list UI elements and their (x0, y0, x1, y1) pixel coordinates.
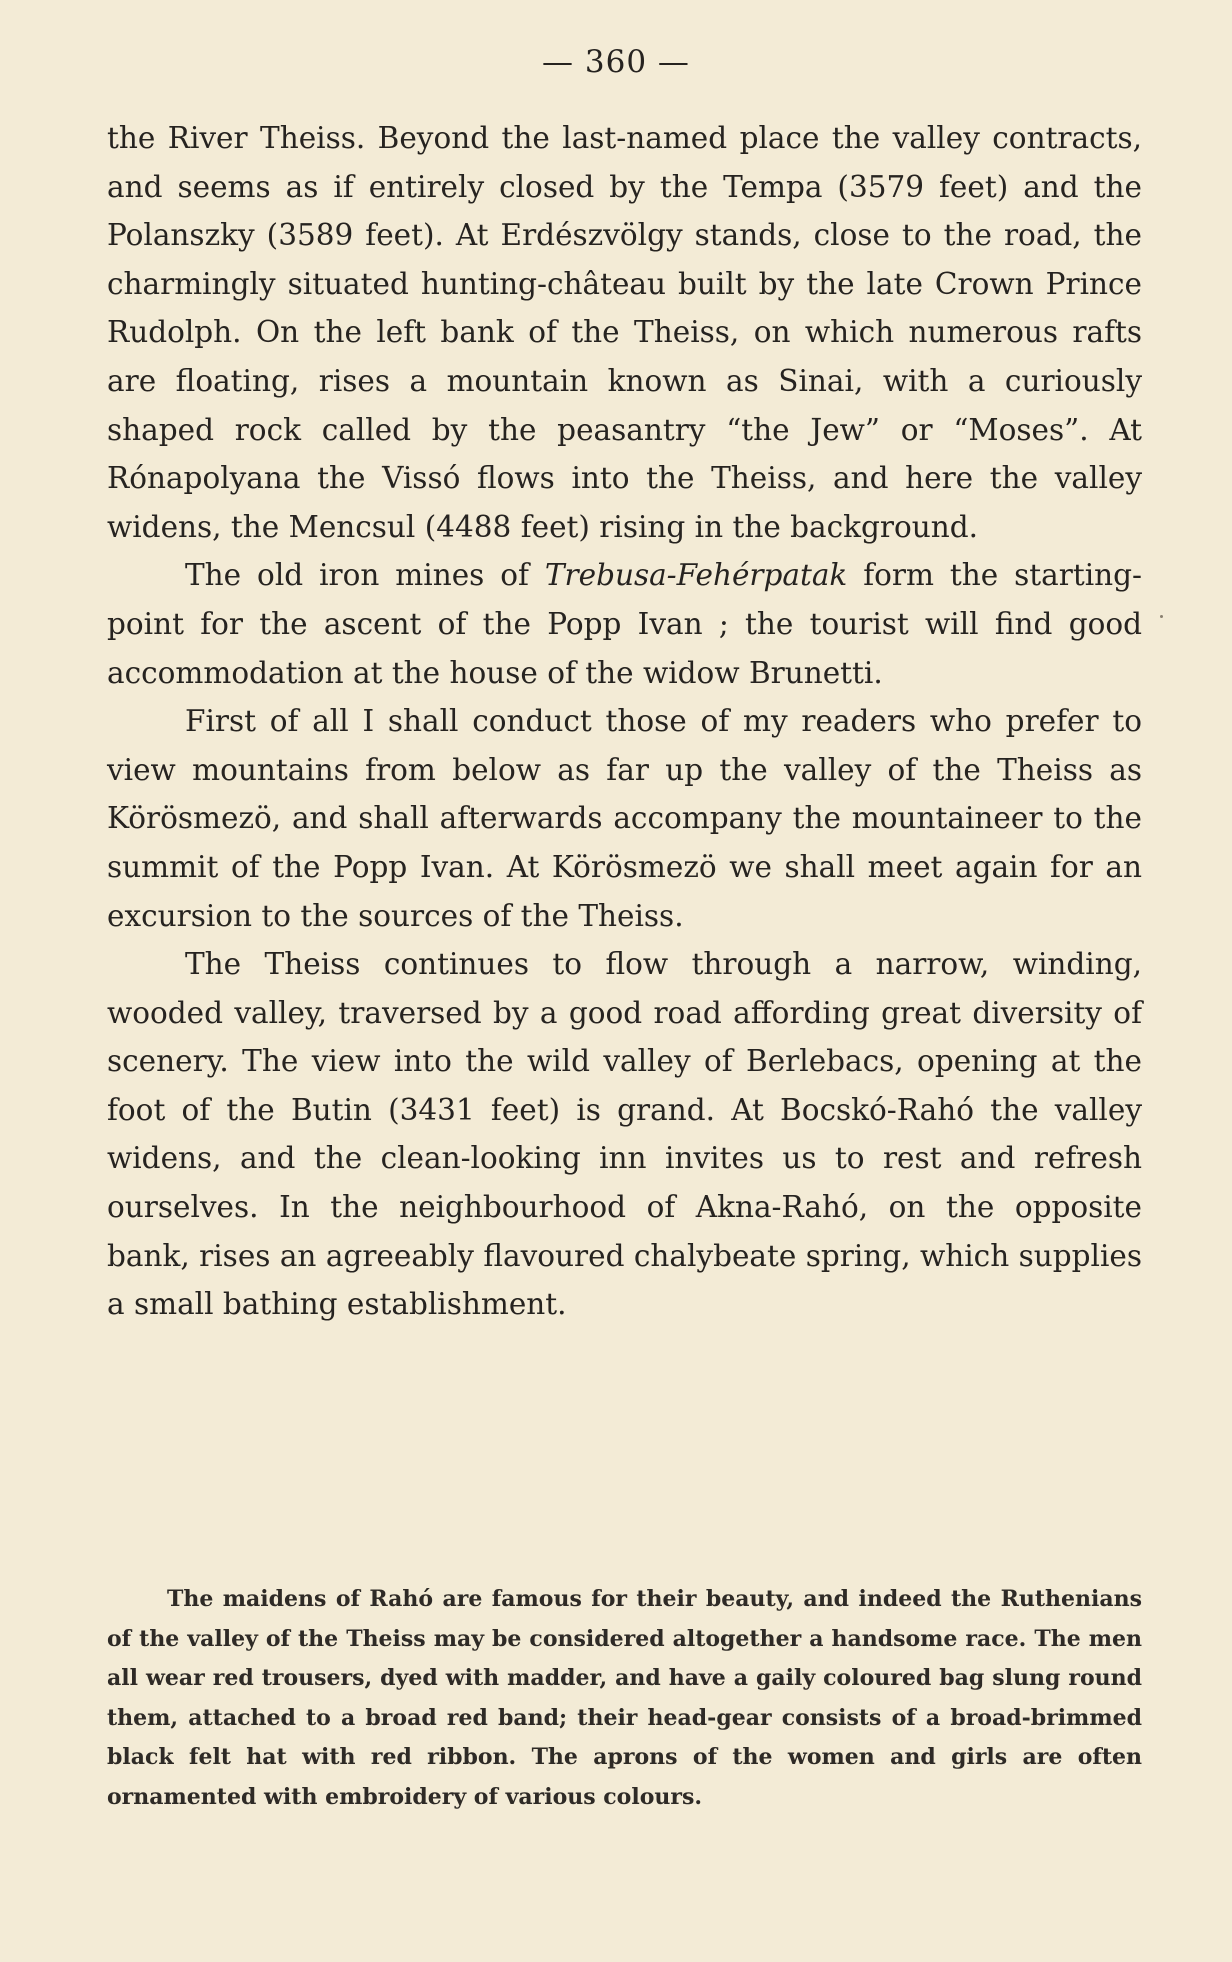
italic-place-name: Trebusa-Fehérpatak (544, 558, 848, 593)
paragraph-2 (107, 551, 1142, 697)
paragraph-1 (107, 114, 1142, 551)
footnote-text: The maidens of Rahó are famous for their beauty, and indeed the Ruthenians of the valley of the Theiss may be considered altogether a handsome race. The men all wear red trousers, dyed with madder, and have a gaily coloured bag slung round them, attached to a broad red band; their head-gear consists of a broad-brimmed black felt hat with red ribbon. The aprons of the women and girls are often ornamented with embroidery of various colours. (107, 1586, 1142, 1810)
text-segment: the River Theiss. Beyond the last-named place the valley contracts, and seems as if entirely closed by the Tempa (3579 feet) and the Polanszky (3589 feet). At Erdészvölgy stands, close to the road, the charmingly situated hunting-château built by the late Crown Prince Rudolph. On the left bank of the Theiss, on which numerous rafts are floating, rises a mountain known as Sinai, with a curiously shaped rock called by the peasantry “the Jew” or “Moses”. At Rónapolyana the Vissó flows into the Theiss, and here the valley widens, the Mencsul (4488 feet) rising in the background. (107, 121, 1142, 544)
footnote-block (107, 1580, 1142, 1817)
text-segment: The old iron mines of (185, 558, 545, 593)
text-segment: First of all I shall conduct those of my readers who prefer to view mountains from below as far up the valley of the Theiss as Körösmezö, and shall afterwards accompany the mountaineer to the summit of the Popp Ivan. At Körösmezö we shall meet again for an excursion to the sources of the Theiss. (107, 704, 1142, 933)
text-segment: The Theiss continues to flow through a narrow, winding, wooded valley, traversed by a good road affording great diversity of scenery. The view into the wild valley of Berlebacs, opening at the foot of the Butin (3431 feet) is grand. At Bocskó-Rahó the valley widens, and the clean-looking inn invites us to rest and refresh ourselves. In the neighbourhood of Akna-Rahó, on the opposite bank, rises an agreeably flavoured chalybeate spring, which supplies a small bathing establishment. (107, 947, 1142, 1322)
page-number: — 360 — (542, 44, 690, 80)
text-segment: form the starting-point for the ascent of the Popp Ivan ; the tourist will find good accommodation at the house of the widow Brunetti. (107, 558, 1142, 690)
paper-speck (1160, 615, 1163, 618)
paragraph-3 (107, 697, 1142, 940)
paragraph-4 (107, 940, 1142, 1329)
main-text (107, 114, 1142, 1329)
